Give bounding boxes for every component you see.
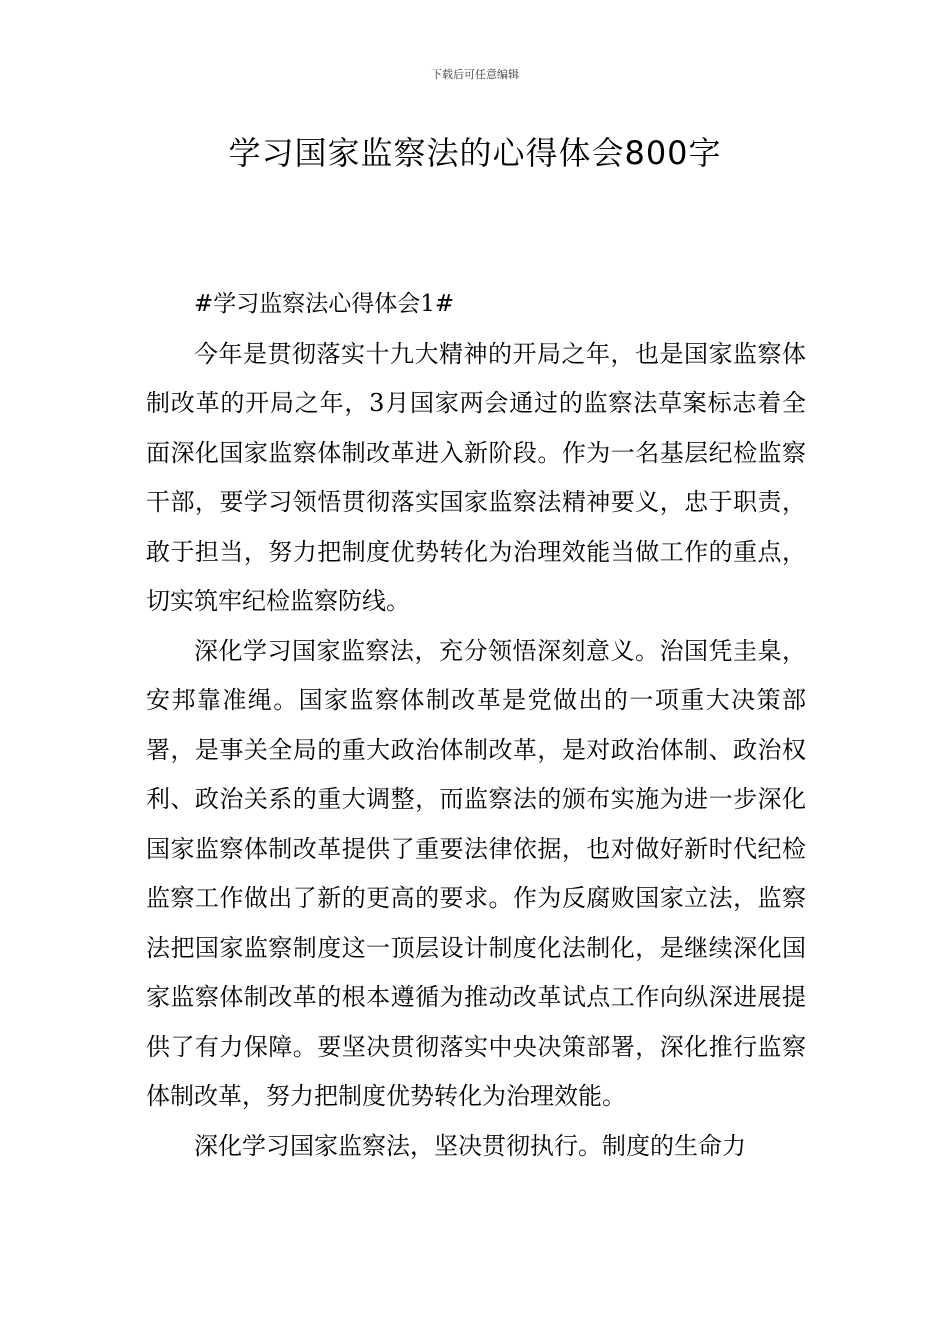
paragraph-3: 深化学习国家监察法，坚决贯彻执行。制度的生命力 [194,1131,746,1160]
section-heading: #学习监察法心得体会1# [194,291,455,317]
document-body [146,280,806,1171]
paragraph-2: 深化学习国家监察法，充分领悟深刻意义。治国凭圭臬，安邦靠准绳。国家监察体制改革是党做出的一项重大决策部署，是事关全局的重大政治体制改革，是对政治体制、政治权利、政治关系的重大调整，而监察法的颁布实施为进一步深化国家监察体制改革提供了重要法律依据，也对做好新时代纪检监察工作做出了新的更高的要求。作为反腐败国家立法，监察法把国家监察制度这一顶层设计制度化法制化，是继续深化国家监察体制改革的根本遵循为推动改革试点工作向纵深进展提供了有力保障。要坚决贯彻落实中央决策部署，深化推行监察体制改革，努力把制度优势转化为治理效能。 [146,636,806,1110]
paragraph-1: 今年是贯彻落实十九大精神的开局之年，也是国家监察体制改革的开局之年，3月国家两会通过的监察法草案标志着全面深化国家监察体制改革进入新阶段。作为一名基层纪检监察干部，要学习领悟贯彻落实国家监察法精神要义，忠于职责，敢于担当，努力把制度优势转化为治理效能当做工作的重点，切实筑牢纪检监察防线。 [146,339,806,615]
document-title: 学习国家监察法的心得体会800字 [228,134,722,172]
header-note: 下载后可任意编辑 [431,68,519,81]
